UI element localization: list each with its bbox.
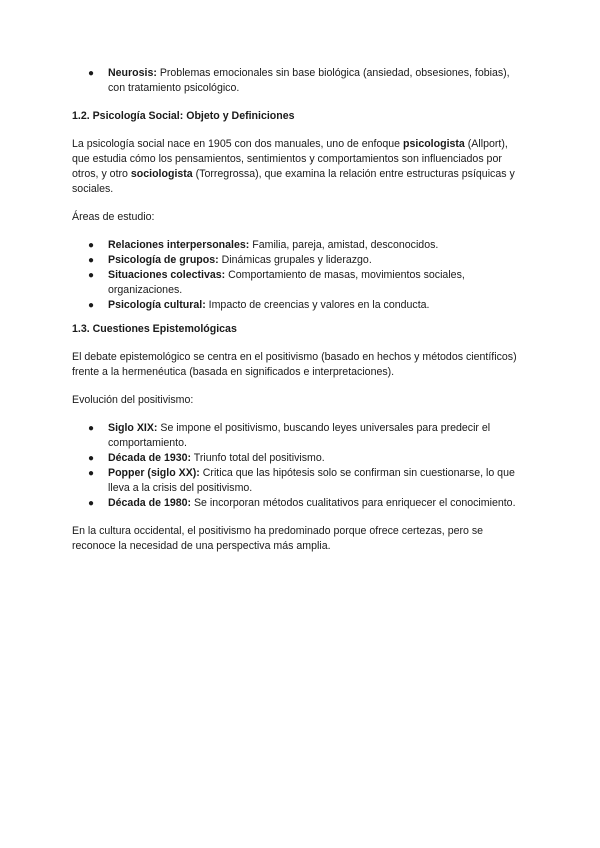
- section-heading-1-2: 1.2. Psicología Social: Objeto y Definiciones: [72, 110, 295, 122]
- list-item: [72, 253, 524, 268]
- bullet-icon: ●: [88, 300, 95, 311]
- list-item: [72, 466, 524, 496]
- areas-label: Áreas de estudio:: [72, 211, 155, 223]
- list-item: [72, 238, 524, 253]
- bullet-icon: ●: [88, 240, 95, 251]
- list-item-text: Familia, pareja, amistad, desconocidos.: [249, 239, 439, 251]
- list-item: [72, 496, 524, 511]
- list-item-term: Psicología cultural:: [108, 299, 206, 311]
- list-item: [72, 421, 524, 451]
- term-sociologista: sociologista: [130, 168, 193, 180]
- bullet-icon: ●: [88, 423, 95, 434]
- section-heading-1-3: 1.3. Cuestiones Epistemológicas: [72, 323, 237, 335]
- list-item-text: Se incorporan métodos cualitativos para enriquecer el conocimiento.: [191, 497, 516, 509]
- bullet-icon: ●: [88, 498, 95, 509]
- list-item-term: Siglo XIX:: [108, 422, 158, 434]
- evolution-list: [72, 421, 524, 511]
- list-item-term: Neurosis:: [108, 67, 157, 79]
- list-item-term: Popper (siglo XX):: [108, 467, 200, 479]
- list-item: [72, 451, 524, 466]
- list-item-text: Impacto de creencias y valores en la conducta.: [205, 299, 430, 311]
- section-1-2-paragraph: La psicología social nace en 1905 con dos manuales, uno de enfoque psicologista (Allport), que estudia cómo los pensamientos, sentimientos y comportamientos son influenciados por otros, y otro sociologista (Torregrossa), que examina la relación entre estructuras psíquicas y sociales.: [72, 138, 515, 195]
- list-item-term: Relaciones interpersonales:: [108, 239, 250, 251]
- list-item-term: Década de 1980:: [108, 497, 192, 509]
- term-psicologista: psicologista: [403, 138, 465, 150]
- bullet-icon: ●: [88, 468, 95, 479]
- intro-list: [72, 66, 524, 96]
- list-item-term: Psicología de grupos:: [108, 254, 219, 266]
- list-item-text: Problemas emocionales sin base biológica (ansiedad, obsesiones, fobias), con tratamiento psicológico.: [108, 67, 510, 94]
- list-item-text: Comportamiento de masas, movimientos sociales, organizaciones.: [108, 269, 465, 296]
- areas-list: [72, 238, 524, 313]
- list-item-term: Década de 1930:: [108, 452, 192, 464]
- document-page: [72, 66, 524, 554]
- evolution-label: Evolución del positivismo:: [72, 394, 194, 406]
- list-item-text: Triunfo total del positivismo.: [191, 452, 325, 464]
- list-item: [72, 66, 524, 96]
- list-item-term: Situaciones colectivas:: [108, 269, 226, 281]
- closing-paragraph: En la cultura occidental, el positivismo ha predominado porque ofrece certezas, pero se reconoce la necesidad de una perspectiva más amplia.: [72, 525, 484, 552]
- bullet-icon: ●: [88, 255, 95, 266]
- list-item-text: Se impone el positivismo, buscando leyes universales para predecir el comportamiento.: [108, 422, 491, 449]
- bullet-icon: ●: [88, 270, 95, 281]
- list-item-text: Critica que las hipótesis solo se confirman sin cuestionarse, lo que lleva a la crisis del positivismo.: [108, 467, 515, 494]
- list-item-text: Dinámicas grupales y liderazgo.: [218, 254, 372, 266]
- bullet-icon: ●: [88, 453, 95, 464]
- list-item: [72, 298, 524, 313]
- list-item: [72, 268, 524, 298]
- section-1-3-paragraph: El debate epistemológico se centra en el positivismo (basado en hechos y métodos científicos) frente a la hermenéutica (basada en significados e interpretaciones).: [72, 351, 517, 378]
- bullet-icon: ●: [88, 68, 95, 79]
